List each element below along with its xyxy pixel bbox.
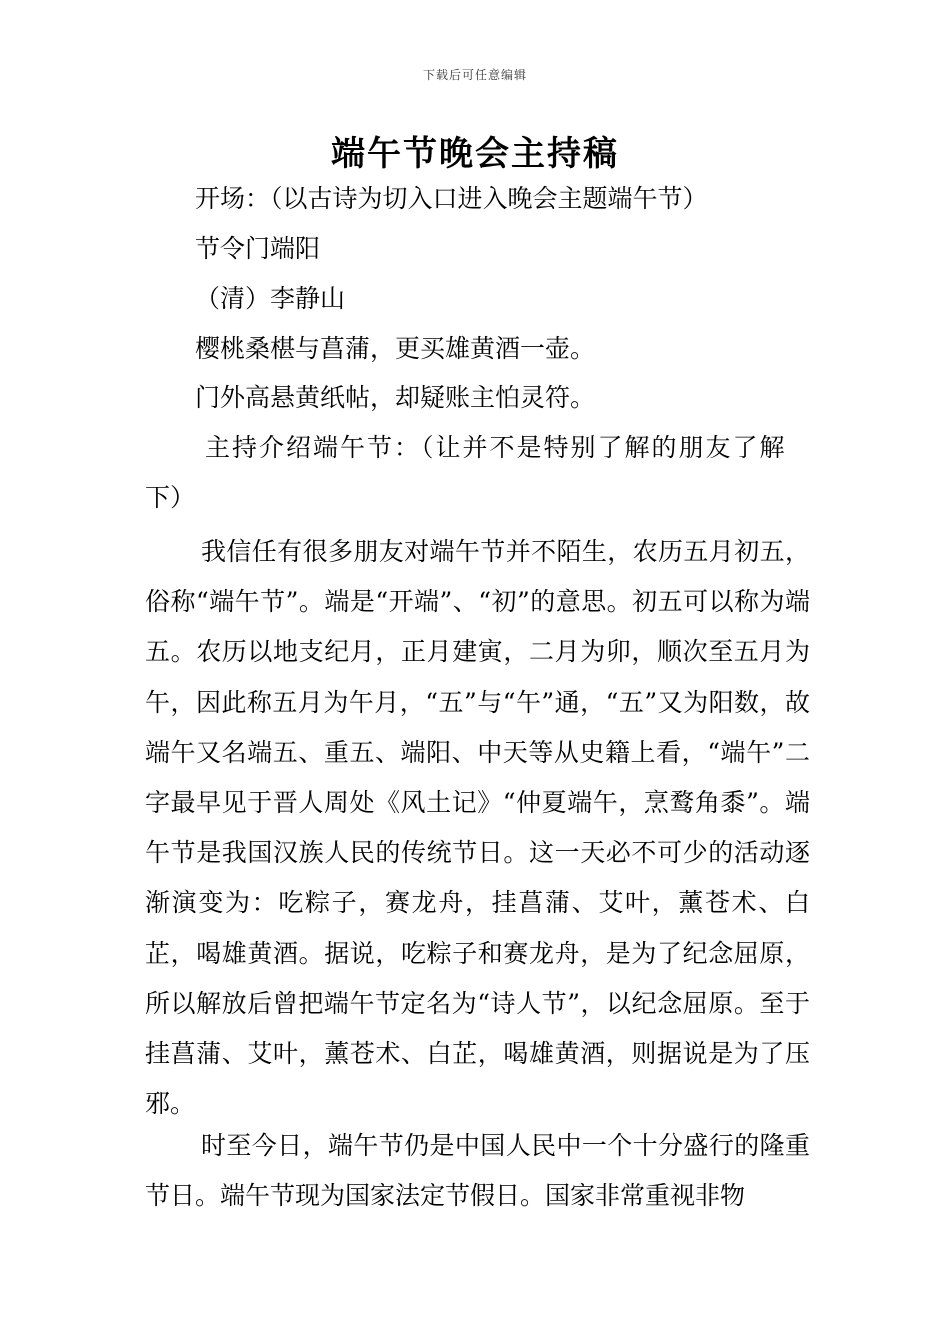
body-paragraph-2: 时至今日，端午节仍是中国人民中一个十分盛行的隆重节日。端午节现为国家法定节假日。国家非常重视非物 <box>145 1131 810 1211</box>
host-intro-line: 主持介绍端午节：（让并不是特别了解的朋友了解 <box>205 433 787 462</box>
poem-line-1: 樱桃桑椹与菖蒲，更买雄黄酒一壶。 <box>195 334 596 363</box>
body-paragraph-1: 我信任有很多朋友对端午节并不陌生，农历五月初五，俗称“端午节”。端是“开端”、“初”的意思。初五可以称为端五。农历以地支纪月，正月建寅，二月为卯，顺次至五月为午，因此称五月为午月，“五”与“午”通，“五”又为阳数，故端午又名端五、重五、端阳、中天等从史籍上看，“端午”二字最早见于晋人周处《风土记》“仲夏端午，烹鹜角黍”。端午节是我国汉族人民的传统节日。这一天必不可少的活动逐渐演变为：吃粽子，赛龙舟，挂菖蒲、艾叶，薰苍术、白芷，喝雄黄酒。据说，吃粽子和赛龙舟，是为了纪念屈原，所以解放后曾把端午节定名为“诗人节”，以纪念屈原。至于挂菖蒲、艾叶，薰苍术、白芷，喝雄黄酒，则据说是为了压邪。 <box>145 537 810 1119</box>
opening-line: 开场：（以古诗为切入口进入晚会主题端午节） <box>195 184 708 213</box>
document-title: 端午节晚会主持稿 <box>331 134 619 174</box>
poem-title: 节令门端阳 <box>195 234 321 263</box>
poem-author: （清）李静山 <box>195 284 346 313</box>
host-intro-continuation: 下） <box>145 483 196 512</box>
poem-line-2: 门外高悬黄纸帖，却疑账主怕灵符。 <box>195 383 596 412</box>
header-note: 下载后可任意编辑 <box>422 68 527 82</box>
